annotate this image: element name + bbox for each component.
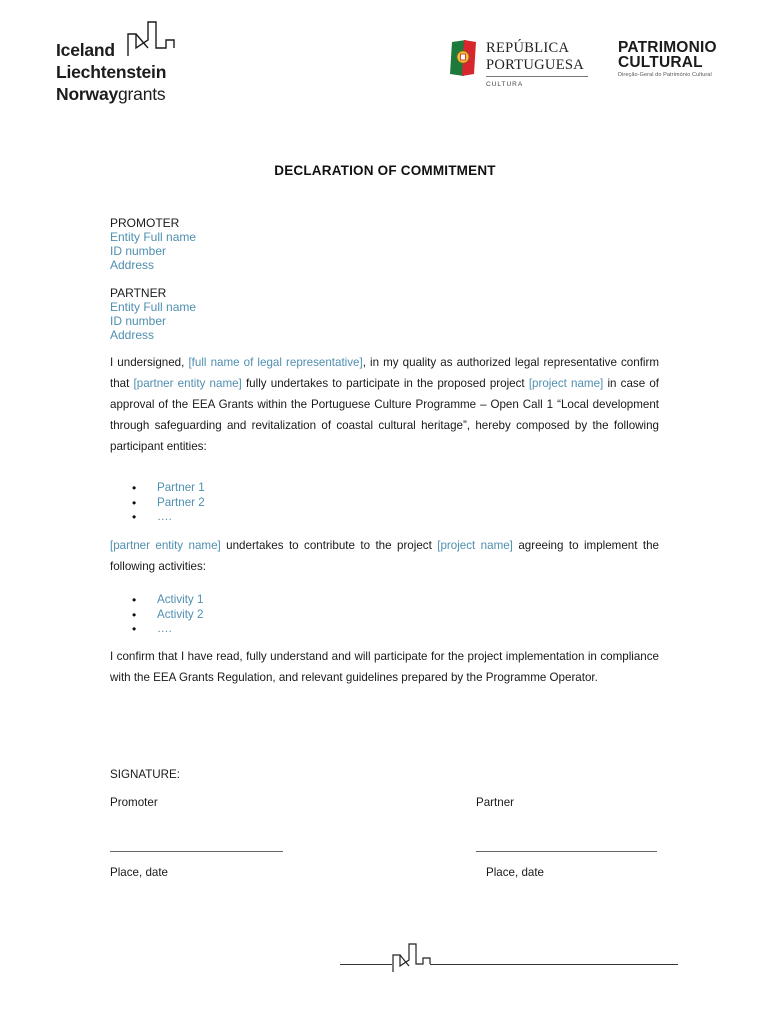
promoter-id-field: ID number	[110, 244, 167, 258]
partner-block	[110, 286, 196, 342]
partner-entity-placeholder: [partner entity name]	[133, 377, 242, 390]
list-item: • Activity 1	[130, 593, 203, 608]
pt-logo-divider	[486, 76, 588, 77]
portugal-flag-icon	[446, 38, 480, 78]
activities-list	[130, 593, 203, 637]
para1-text-3: fully undertakes to participate in the proposed project	[241, 377, 529, 390]
activities-paragraph	[110, 535, 659, 577]
promoter-name-field: Entity Full name	[110, 230, 197, 244]
footer-eea-mark-icon	[392, 942, 432, 974]
footer-mark	[340, 940, 678, 976]
list-item: • Partner 1	[130, 481, 205, 496]
eea-logo-line3	[56, 84, 165, 105]
eea-grants-logo	[56, 18, 206, 104]
partner-place-date: Place, date	[486, 866, 545, 879]
partner-id-field: ID number	[110, 314, 167, 328]
para1-text-2: , in my quality as authorized legal representative confirm that	[110, 356, 660, 390]
document-title: DECLARATION OF COMMITMENT	[274, 163, 496, 178]
para2-text-1: undertakes to contribute to the project	[220, 539, 438, 552]
partners-list	[130, 481, 205, 525]
partner-heading: PARTNER	[110, 286, 167, 300]
republica-portuguesa-text	[486, 40, 584, 74]
promoter-signature-line	[110, 851, 283, 852]
partner-signature-label: Partner	[476, 796, 515, 809]
promoter-place-date: Place, date	[110, 866, 169, 879]
project-name-placeholder: [project name]	[437, 539, 513, 552]
eea-logo-line1: Iceland	[56, 40, 115, 60]
declaration-paragraph	[110, 352, 659, 457]
project-name-placeholder: [project name]	[528, 377, 604, 390]
list-item: • Partner 2	[130, 496, 205, 511]
footer-line-right	[430, 964, 678, 965]
list-item: • ….	[130, 622, 203, 637]
footer-line-left	[340, 964, 392, 965]
promoter-address-field: Address	[110, 258, 155, 272]
republica-portuguesa-logo	[446, 38, 596, 90]
signature-heading: SIGNATURE:	[110, 768, 180, 781]
list-item: • ….	[130, 510, 205, 525]
promoter-heading: PROMOTER	[110, 216, 180, 230]
para1-text-4: in case of approval of the EEA Grants within the Portuguese Culture Programme – Open Call 1 “Local development through safeguarding and revitalization of coastal cultural heritage”, hereby composed by the following participant entities:	[110, 377, 659, 453]
list-item: • Activity 2	[130, 608, 203, 623]
pc-logo-line2: CULTURAL	[618, 54, 703, 71]
promoter-block	[110, 216, 196, 272]
pc-logo-line1: PATRIMONIO	[618, 39, 717, 56]
eea-logo-norway: Norway	[56, 84, 119, 104]
eea-mark-icon	[126, 18, 178, 58]
pc-logo-sub: Direção-Geral do Património Cultural	[618, 72, 712, 78]
partner-address-field: Address	[110, 328, 155, 342]
partner-entity-placeholder: [partner entity name]	[110, 539, 221, 552]
partner-name-field: Entity Full name	[110, 300, 197, 314]
promoter-signature-label: Promoter	[110, 796, 158, 809]
confirmation-paragraph: I confirm that I have read, fully understand and will participate for the project implementation in compliance with the EEA Grants Regulation, and relevant guidelines prepared by the Programme Operator.	[110, 650, 659, 684]
para1-text-1: I undersigned,	[110, 356, 189, 369]
para2-text-2: agreeing to implement the following activities:	[110, 539, 659, 573]
pt-logo-sub: CULTURA	[486, 81, 524, 88]
pt-logo-line2: PORTUGUESA	[486, 57, 585, 73]
partner-signature-line	[476, 851, 657, 852]
eea-logo-line2: Liechtenstein	[56, 62, 167, 82]
patrimonio-cultural-logo	[618, 40, 736, 80]
eea-logo-grants: grants	[118, 84, 166, 104]
pt-logo-line1: REPÚBLICA	[486, 40, 570, 56]
legal-representative-placeholder: [full name of legal representative]	[188, 356, 363, 369]
